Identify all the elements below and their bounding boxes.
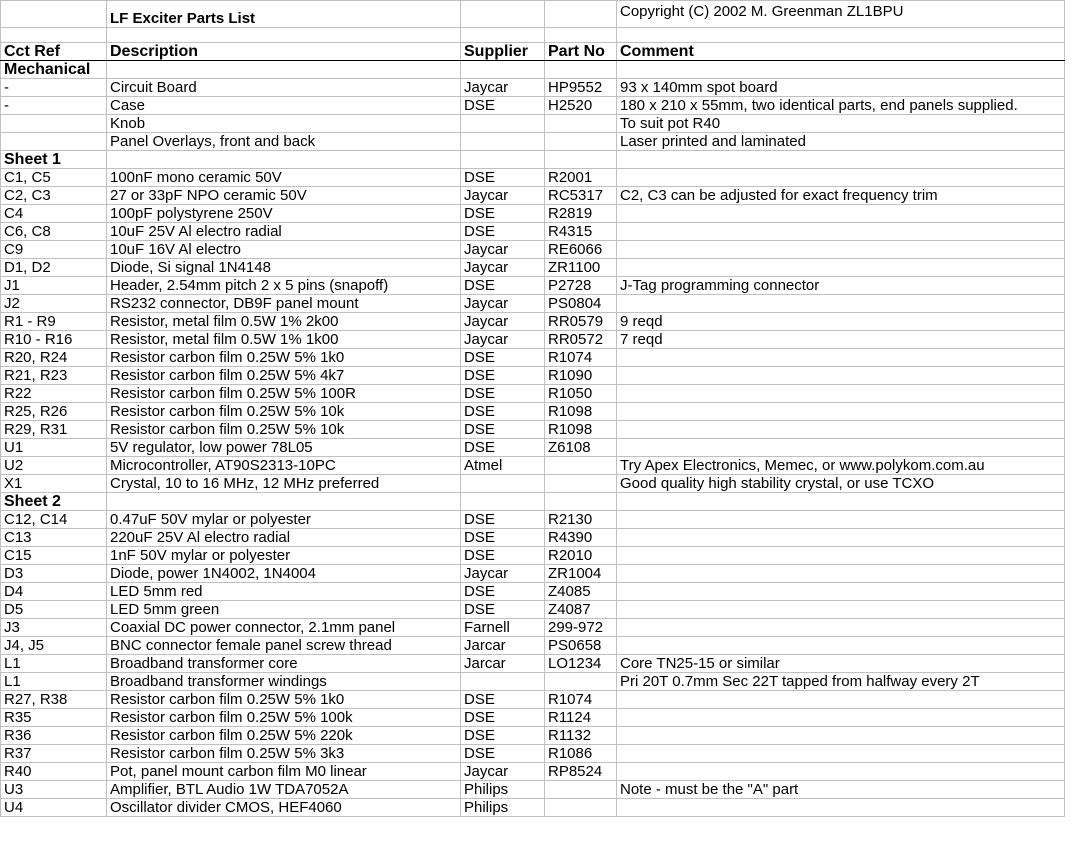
part-row	[1, 727, 1065, 745]
cct-ref-cell[interactable]: R29, R31	[1, 421, 107, 439]
part-row	[1, 565, 1065, 583]
part-row	[1, 745, 1065, 763]
part-row	[1, 169, 1065, 187]
cct-ref-cell[interactable]: C13	[1, 529, 107, 547]
description-cell[interactable]: Header, 2.54mm pitch 2 x 5 pins (snapoff)	[107, 277, 461, 295]
supplier-cell[interactable]: Atmel	[461, 457, 545, 475]
cell[interactable]	[107, 493, 461, 511]
cell[interactable]	[545, 61, 617, 79]
comment-cell[interactable]: Try Apex Electronics, Memec, or www.polykom.com.au	[617, 457, 1065, 475]
cct-ref-cell[interactable]: C1, C5	[1, 169, 107, 187]
part-no-cell[interactable]: R4315	[545, 223, 617, 241]
cct-ref-cell[interactable]: J2	[1, 295, 107, 313]
part-no-cell[interactable]: R1090	[545, 367, 617, 385]
part-row	[1, 781, 1065, 799]
cct-ref-cell[interactable]: R21, R23	[1, 367, 107, 385]
part-row	[1, 475, 1065, 493]
description-cell[interactable]: 0.47uF 50V mylar or polyester	[107, 511, 461, 529]
part-row	[1, 529, 1065, 547]
cct-ref-cell[interactable]: -	[1, 79, 107, 97]
cell[interactable]	[107, 28, 461, 43]
part-row	[1, 655, 1065, 673]
part-row	[1, 223, 1065, 241]
cell[interactable]	[1, 28, 107, 43]
part-no-cell[interactable]: R1086	[545, 745, 617, 763]
description-cell[interactable]: Broadband transformer core	[107, 655, 461, 673]
part-no-cell[interactable]: R4390	[545, 529, 617, 547]
part-no-cell[interactable]: LO1234	[545, 655, 617, 673]
section-row	[1, 493, 1065, 511]
supplier-cell[interactable]: Jaycar	[461, 295, 545, 313]
supplier-cell[interactable]: DSE	[461, 583, 545, 601]
cct-ref-cell[interactable]: C2, C3	[1, 187, 107, 205]
comment-cell[interactable]	[617, 169, 1065, 187]
description-cell[interactable]: Resistor carbon film 0.25W 5% 3k3	[107, 745, 461, 763]
supplier-cell[interactable]: DSE	[461, 601, 545, 619]
comment-cell[interactable]	[617, 259, 1065, 277]
section-row	[1, 61, 1065, 79]
cell[interactable]	[1, 1, 107, 28]
blank-row	[1, 28, 1065, 43]
description-cell[interactable]: Oscillator divider CMOS, HEF4060	[107, 799, 461, 817]
cct-ref-cell[interactable]: C4	[1, 205, 107, 223]
section-row	[1, 151, 1065, 169]
part-no-cell[interactable]: R1074	[545, 349, 617, 367]
comment-cell[interactable]: Laser printed and laminated	[617, 133, 1065, 151]
part-no-cell[interactable]: Z4087	[545, 601, 617, 619]
comment-cell[interactable]	[617, 637, 1065, 655]
cell[interactable]	[461, 1, 545, 28]
supplier-cell[interactable]: Philips	[461, 781, 545, 799]
cct-ref-cell[interactable]: R36	[1, 727, 107, 745]
comment-cell[interactable]: J-Tag programming connector	[617, 277, 1065, 295]
header-part-no[interactable]: Part No	[545, 43, 617, 61]
supplier-cell[interactable]: Philips	[461, 799, 545, 817]
sheet-title[interactable]: LF Exciter Parts List	[107, 1, 461, 28]
cct-ref-cell[interactable]: J4, J5	[1, 637, 107, 655]
comment-cell[interactable]	[617, 727, 1065, 745]
description-cell[interactable]: 100nF mono ceramic 50V	[107, 169, 461, 187]
comment-cell[interactable]	[617, 295, 1065, 313]
part-row	[1, 691, 1065, 709]
supplier-cell[interactable]: Jaycar	[461, 79, 545, 97]
part-no-cell[interactable]: P2728	[545, 277, 617, 295]
cct-ref-cell[interactable]: C12, C14	[1, 511, 107, 529]
cct-ref-cell[interactable]: -	[1, 97, 107, 115]
cct-ref-cell[interactable]	[1, 133, 107, 151]
supplier-cell[interactable]: DSE	[461, 367, 545, 385]
cct-ref-cell[interactable]: R1 - R9	[1, 313, 107, 331]
part-row	[1, 97, 1065, 115]
part-no-cell[interactable]: RE6066	[545, 241, 617, 259]
comment-cell[interactable]	[617, 691, 1065, 709]
part-row	[1, 583, 1065, 601]
supplier-cell[interactable]	[461, 673, 545, 691]
part-no-cell[interactable]: R2819	[545, 205, 617, 223]
header-row	[1, 43, 1065, 61]
description-cell[interactable]: 10uF 16V Al electro	[107, 241, 461, 259]
cct-ref-cell[interactable]: R25, R26	[1, 403, 107, 421]
supplier-cell[interactable]	[461, 475, 545, 493]
supplier-cell[interactable]	[461, 115, 545, 133]
cct-ref-cell[interactable]: R35	[1, 709, 107, 727]
part-row	[1, 385, 1065, 403]
part-no-cell[interactable]: H2520	[545, 97, 617, 115]
cct-ref-cell[interactable]: R37	[1, 745, 107, 763]
description-cell[interactable]: Panel Overlays, front and back	[107, 133, 461, 151]
comment-cell[interactable]	[617, 619, 1065, 637]
part-no-cell[interactable]: ZR1100	[545, 259, 617, 277]
supplier-cell[interactable]: DSE	[461, 205, 545, 223]
part-row	[1, 439, 1065, 457]
cct-ref-cell[interactable]: J3	[1, 619, 107, 637]
part-no-cell[interactable]	[545, 673, 617, 691]
comment-cell[interactable]	[617, 583, 1065, 601]
cell[interactable]	[545, 493, 617, 511]
cct-ref-cell[interactable]: U2	[1, 457, 107, 475]
cell[interactable]	[545, 28, 617, 43]
description-cell[interactable]: Resistor, metal film 0.5W 1% 2k00	[107, 313, 461, 331]
supplier-cell[interactable]: Jaycar	[461, 241, 545, 259]
part-no-cell[interactable]: 299-972	[545, 619, 617, 637]
cct-ref-cell[interactable]: J1	[1, 277, 107, 295]
part-no-cell[interactable]	[545, 475, 617, 493]
part-row	[1, 763, 1065, 781]
cct-ref-cell[interactable]: U1	[1, 439, 107, 457]
description-cell[interactable]: Circuit Board	[107, 79, 461, 97]
comment-cell[interactable]	[617, 529, 1065, 547]
part-row	[1, 457, 1065, 475]
comment-cell[interactable]	[617, 385, 1065, 403]
cct-ref-cell[interactable]: C6, C8	[1, 223, 107, 241]
cell[interactable]	[107, 151, 461, 169]
cct-ref-cell[interactable]: U4	[1, 799, 107, 817]
part-no-cell[interactable]: ZR1004	[545, 565, 617, 583]
comment-cell[interactable]	[617, 367, 1065, 385]
part-row	[1, 673, 1065, 691]
section-label[interactable]: Sheet 1	[1, 151, 107, 169]
cct-ref-cell[interactable]: L1	[1, 673, 107, 691]
cct-ref-cell[interactable]: R40	[1, 763, 107, 781]
supplier-cell[interactable]: Jaycar	[461, 259, 545, 277]
part-row	[1, 349, 1065, 367]
supplier-cell[interactable]: Jarcar	[461, 655, 545, 673]
description-cell[interactable]: Crystal, 10 to 16 MHz, 12 MHz preferred	[107, 475, 461, 493]
part-row	[1, 331, 1065, 349]
supplier-cell[interactable]: Jaycar	[461, 313, 545, 331]
part-row	[1, 637, 1065, 655]
part-row	[1, 619, 1065, 637]
cct-ref-cell[interactable]	[1, 115, 107, 133]
part-no-cell[interactable]: Z6108	[545, 439, 617, 457]
supplier-cell[interactable]: Jarcar	[461, 637, 545, 655]
description-cell[interactable]: 27 or 33pF NPO ceramic 50V	[107, 187, 461, 205]
comment-cell[interactable]	[617, 763, 1065, 781]
comment-cell[interactable]	[617, 241, 1065, 259]
comment-cell[interactable]	[617, 205, 1065, 223]
cell[interactable]	[617, 61, 1065, 79]
description-cell[interactable]: Resistor, metal film 0.5W 1% 1k00	[107, 331, 461, 349]
comment-cell[interactable]: Note - must be the "A" part	[617, 781, 1065, 799]
cell[interactable]	[545, 151, 617, 169]
part-no-cell[interactable]: R1132	[545, 727, 617, 745]
description-cell[interactable]: 5V regulator, low power 78L05	[107, 439, 461, 457]
supplier-cell[interactable]: DSE	[461, 745, 545, 763]
comment-cell[interactable]	[617, 799, 1065, 817]
cell[interactable]	[545, 1, 617, 28]
part-no-cell[interactable]: R1098	[545, 421, 617, 439]
part-row	[1, 709, 1065, 727]
part-no-cell[interactable]	[545, 799, 617, 817]
comment-cell[interactable]: To suit pot R40	[617, 115, 1065, 133]
description-cell[interactable]: Broadband transformer windings	[107, 673, 461, 691]
part-no-cell[interactable]: R1074	[545, 691, 617, 709]
part-no-cell[interactable]	[545, 781, 617, 799]
supplier-cell[interactable]: Jaycar	[461, 187, 545, 205]
cell[interactable]	[617, 28, 1065, 43]
supplier-cell[interactable]: DSE	[461, 547, 545, 565]
part-row	[1, 295, 1065, 313]
description-cell[interactable]: Resistor carbon film 0.25W 5% 1k0	[107, 349, 461, 367]
part-no-cell[interactable]: PS0804	[545, 295, 617, 313]
parts-list-body	[1, 1, 1065, 817]
header-supplier[interactable]: Supplier	[461, 43, 545, 61]
header-description[interactable]: Description	[107, 43, 461, 61]
cct-ref-cell[interactable]: D5	[1, 601, 107, 619]
part-row	[1, 421, 1065, 439]
cct-ref-cell[interactable]: D3	[1, 565, 107, 583]
comment-cell[interactable]	[617, 439, 1065, 457]
comment-cell[interactable]	[617, 421, 1065, 439]
description-cell[interactable]: 10uF 25V Al electro radial	[107, 223, 461, 241]
description-cell[interactable]: 1nF 50V mylar or polyester	[107, 547, 461, 565]
description-cell[interactable]: Knob	[107, 115, 461, 133]
supplier-cell[interactable]: DSE	[461, 223, 545, 241]
comment-cell[interactable]: 180 x 210 x 55mm, two identical parts, end panels supplied.	[617, 97, 1065, 115]
comment-cell[interactable]	[617, 511, 1065, 529]
description-cell[interactable]: LED 5mm red	[107, 583, 461, 601]
description-cell[interactable]: Resistor carbon film 0.25W 5% 10k	[107, 403, 461, 421]
part-no-cell[interactable]: Z4085	[545, 583, 617, 601]
description-cell[interactable]: 100pF polystyrene 250V	[107, 205, 461, 223]
cell[interactable]	[461, 151, 545, 169]
comment-cell[interactable]	[617, 565, 1065, 583]
description-cell[interactable]: BNC connector female panel screw thread	[107, 637, 461, 655]
comment-cell[interactable]	[617, 223, 1065, 241]
part-no-cell[interactable]: RR0579	[545, 313, 617, 331]
supplier-cell[interactable]: DSE	[461, 385, 545, 403]
cct-ref-cell[interactable]: C15	[1, 547, 107, 565]
part-row	[1, 367, 1065, 385]
cell[interactable]	[461, 61, 545, 79]
supplier-cell[interactable]: Jaycar	[461, 331, 545, 349]
part-no-cell[interactable]: R1050	[545, 385, 617, 403]
supplier-cell[interactable]: DSE	[461, 403, 545, 421]
description-cell[interactable]: Pot, panel mount carbon film M0 linear	[107, 763, 461, 781]
part-row	[1, 205, 1065, 223]
supplier-cell[interactable]: Jaycar	[461, 763, 545, 781]
comment-cell[interactable]	[617, 547, 1065, 565]
description-cell[interactable]: Diode, Si signal 1N4148	[107, 259, 461, 277]
comment-cell[interactable]	[617, 349, 1065, 367]
copyright-text[interactable]: Copyright (C) 2002 M. Greenman ZL1BPU	[617, 1, 1065, 28]
cct-ref-cell[interactable]: R20, R24	[1, 349, 107, 367]
comment-cell[interactable]: Good quality high stability crystal, or use TCXO	[617, 475, 1065, 493]
supplier-cell[interactable]: DSE	[461, 709, 545, 727]
part-row	[1, 511, 1065, 529]
title-row	[1, 1, 1065, 28]
comment-cell[interactable]	[617, 745, 1065, 763]
comment-cell[interactable]	[617, 601, 1065, 619]
part-row	[1, 187, 1065, 205]
description-cell[interactable]: 220uF 25V Al electro radial	[107, 529, 461, 547]
description-cell[interactable]: Diode, power 1N4002, 1N4004	[107, 565, 461, 583]
comment-cell[interactable]: Core TN25-15 or similar	[617, 655, 1065, 673]
part-no-cell[interactable]	[545, 457, 617, 475]
description-cell[interactable]: Resistor carbon film 0.25W 5% 4k7	[107, 367, 461, 385]
part-row	[1, 115, 1065, 133]
supplier-cell[interactable]: DSE	[461, 349, 545, 367]
header-comment[interactable]: Comment	[617, 43, 1065, 61]
part-row	[1, 601, 1065, 619]
cct-ref-cell[interactable]: D4	[1, 583, 107, 601]
part-row	[1, 241, 1065, 259]
cell[interactable]	[107, 61, 461, 79]
supplier-cell[interactable]: DSE	[461, 277, 545, 295]
supplier-cell[interactable]: DSE	[461, 727, 545, 745]
part-row	[1, 259, 1065, 277]
comment-cell[interactable]: C2, C3 can be adjusted for exact frequency trim	[617, 187, 1065, 205]
part-no-cell[interactable]: RP8524	[545, 763, 617, 781]
comment-cell[interactable]	[617, 403, 1065, 421]
supplier-cell[interactable]: DSE	[461, 169, 545, 187]
section-label[interactable]: Mechanical	[1, 61, 107, 79]
part-no-cell[interactable]: R2010	[545, 547, 617, 565]
description-cell[interactable]: Amplifier, BTL Audio 1W TDA7052A	[107, 781, 461, 799]
section-label[interactable]: Sheet 2	[1, 493, 107, 511]
part-no-cell[interactable]	[545, 115, 617, 133]
header-cct-ref[interactable]: Cct Ref	[1, 43, 107, 61]
part-no-cell[interactable]: R1124	[545, 709, 617, 727]
supplier-cell[interactable]: DSE	[461, 529, 545, 547]
comment-cell[interactable]: 9 reqd	[617, 313, 1065, 331]
part-row	[1, 403, 1065, 421]
description-cell[interactable]: Microcontroller, AT90S2313-10PC	[107, 457, 461, 475]
cell[interactable]	[461, 28, 545, 43]
supplier-cell[interactable]: DSE	[461, 439, 545, 457]
description-cell[interactable]: Resistor carbon film 0.25W 5% 100k	[107, 709, 461, 727]
cct-ref-cell[interactable]: C9	[1, 241, 107, 259]
description-cell[interactable]: Resistor carbon film 0.25W 5% 220k	[107, 727, 461, 745]
supplier-cell[interactable]: DSE	[461, 511, 545, 529]
supplier-cell[interactable]: DSE	[461, 97, 545, 115]
part-row	[1, 277, 1065, 295]
description-cell[interactable]: RS232 connector, DB9F panel mount	[107, 295, 461, 313]
description-cell[interactable]: LED 5mm green	[107, 601, 461, 619]
cell[interactable]	[461, 493, 545, 511]
part-no-cell[interactable]: RC5317	[545, 187, 617, 205]
description-cell[interactable]: Coaxial DC power connector, 2.1mm panel	[107, 619, 461, 637]
part-row	[1, 79, 1065, 97]
comment-cell[interactable]: 7 reqd	[617, 331, 1065, 349]
supplier-cell[interactable]: DSE	[461, 421, 545, 439]
cct-ref-cell[interactable]: R22	[1, 385, 107, 403]
part-row	[1, 799, 1065, 817]
cct-ref-cell[interactable]: D1, D2	[1, 259, 107, 277]
cct-ref-cell[interactable]: L1	[1, 655, 107, 673]
description-cell[interactable]: Resistor carbon film 0.25W 5% 10k	[107, 421, 461, 439]
description-cell[interactable]: Resistor carbon film 0.25W 5% 1k0	[107, 691, 461, 709]
part-no-cell[interactable]: RR0572	[545, 331, 617, 349]
part-no-cell[interactable]: R2001	[545, 169, 617, 187]
supplier-cell[interactable]: Farnell	[461, 619, 545, 637]
part-no-cell[interactable]: R2130	[545, 511, 617, 529]
supplier-cell[interactable]: DSE	[461, 691, 545, 709]
part-row	[1, 547, 1065, 565]
description-cell[interactable]: Resistor carbon film 0.25W 5% 100R	[107, 385, 461, 403]
part-no-cell[interactable]: HP9552	[545, 79, 617, 97]
supplier-cell[interactable]: Jaycar	[461, 565, 545, 583]
comment-cell[interactable]: Pri 20T 0.7mm Sec 22T tapped from halfway every 2T	[617, 673, 1065, 691]
comment-cell[interactable]	[617, 709, 1065, 727]
part-row	[1, 133, 1065, 151]
cct-ref-cell[interactable]: U3	[1, 781, 107, 799]
description-cell[interactable]: Case	[107, 97, 461, 115]
cell[interactable]	[617, 151, 1065, 169]
part-no-cell[interactable]: PS0658	[545, 637, 617, 655]
part-row	[1, 313, 1065, 331]
cell[interactable]	[617, 493, 1065, 511]
cct-ref-cell[interactable]: R27, R38	[1, 691, 107, 709]
comment-cell[interactable]: 93 x 140mm spot board	[617, 79, 1065, 97]
supplier-cell[interactable]	[461, 133, 545, 151]
cct-ref-cell[interactable]: X1	[1, 475, 107, 493]
cct-ref-cell[interactable]: R10 - R16	[1, 331, 107, 349]
part-no-cell[interactable]	[545, 133, 617, 151]
part-no-cell[interactable]: R1098	[545, 403, 617, 421]
